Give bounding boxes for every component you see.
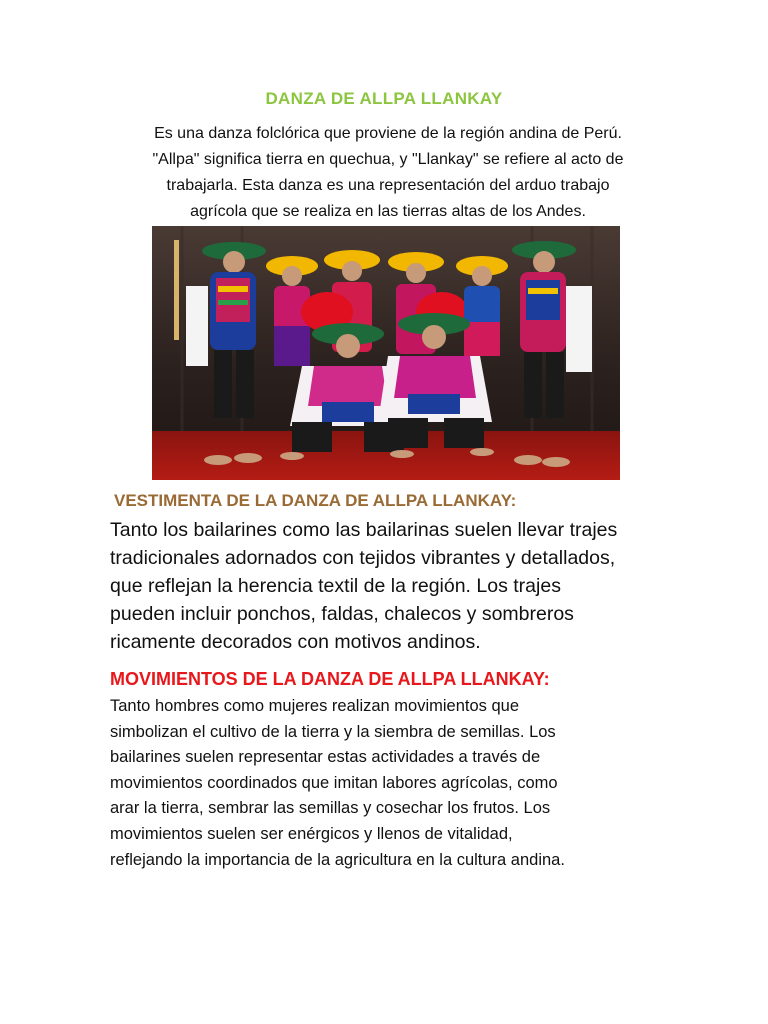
vestimenta-heading: VESTIMENTA DE LA DANZA DE ALLPA LLANKAY: <box>114 491 517 510</box>
intro-line: agrícola que se realiza en las tierras altas de los Andes. <box>190 203 586 220</box>
movimientos-line: arar la tierra, sembrar las semillas y cosechar los frutos. Los <box>110 799 551 818</box>
vestimenta-line: Tanto los bailarines como las bailarinas suelen llevar trajes <box>110 519 618 541</box>
vestimenta-line: ricamente decorados con motivos andinos. <box>110 631 481 653</box>
movimientos-line: movimientos coordinados que imitan labores agrícolas, como <box>110 773 558 792</box>
dancers-photo <box>152 226 620 480</box>
dancers-illustration <box>152 226 620 480</box>
movimientos-heading: MOVIMIENTOS DE LA DANZA DE ALLPA LLANKAY: <box>110 669 550 689</box>
vestimenta-paragraph <box>110 516 670 656</box>
movimientos-line: reflejando la importancia de la agricultura en la cultura andina. <box>110 850 565 869</box>
vestimenta-line: pueden incluir ponchos, faldas, chalecos y sombreros <box>110 603 574 625</box>
vestimenta-line: tradicionales adornados con tejidos vibrantes y detallados, <box>110 547 616 569</box>
movimientos-line: bailarines suelen representar estas actividades a través de <box>110 748 541 767</box>
movimientos-line: simbolizan el cultivo de la tierra y la siembra de semillas. Los <box>110 722 556 741</box>
movimientos-line: movimientos suelen ser enérgicos y llenos de vitalidad, <box>110 824 513 843</box>
intro-line: Es una danza folclórica que proviene de la región andina de Perú. <box>154 125 622 142</box>
movimientos-paragraph <box>110 694 670 873</box>
intro-paragraph <box>108 121 668 225</box>
intro-line: trabajarla. Esta danza es una representación del arduo trabajo <box>166 177 610 194</box>
vestimenta-line: que reflejan la herencia textil de la región. Los trajes <box>110 575 561 597</box>
movimientos-line: Tanto hombres como mujeres realizan movimientos que <box>110 697 520 715</box>
page-title: DANZA DE ALLPA LLANKAY <box>265 89 503 108</box>
intro-line: "Allpa" significa tierra en quechua, y "Llankay" se refiere al acto de <box>152 151 624 168</box>
